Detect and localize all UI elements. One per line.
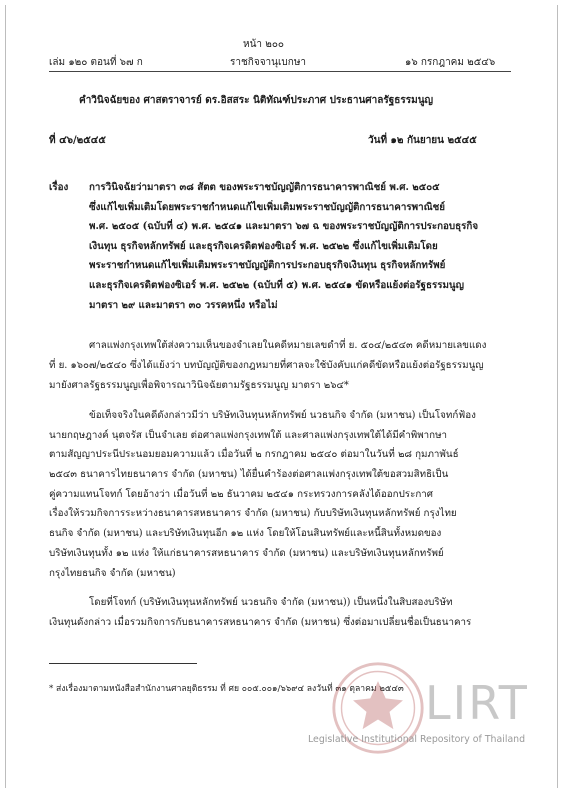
page-border (5, 5, 558, 788)
footnote-rule (49, 663, 197, 664)
subject-line: พระราชกำหนดแก้ไขเพิ่มเติมพระราชบัญญัติการประกอบธุรกิจเงินทุน ธุรกิจหลักทรัพย์ (89, 260, 446, 271)
page-number: หน้า ๒๐๐ (243, 39, 285, 50)
lirt-logo-text: LIRT (425, 676, 529, 730)
paragraph-line: คู่ความแทนโจทก์ โดยอ้างว่า เมื่อวันที่ ๒๒ ธันวาคม ๒๕๔๑ กระทรวงการคลังได้ออกประกาศ (49, 489, 433, 500)
gazette-name: ราชกิจจานุเบกษา (230, 57, 307, 68)
paragraph-line: เงินทุนดังกล่าว เมื่อรวมกิจการกับธนาคารสหธนาคาร จำกัด (มหาชน) ซึ่งต่อมาเปลี่ยนชื่อเป็นธนาคาร (49, 617, 472, 628)
paragraph-line: ข้อเท็จจริงในคดีดังกล่าวมีว่า บริษัทเงินทุนหลักทรัพย์ นวธนกิจ จำกัด (มหาชน) เป็นโจทก์ฟ้อง (89, 410, 476, 421)
footnote: * ส่งเรื่องมาตามหนังสือสำนักงานศาลยุติธรรม ที่ ศย ๐๐๕.๐๐๑/๖๖๙๔ ลงวันที่ ๓๑ ตุลาคม ๒๕๔๓ (49, 684, 404, 694)
gazette-date: ๑๖ กรกฎาคม ๒๕๔๖ (405, 57, 496, 68)
paragraph-line: ตามสัญญาประนีประนอมยอมความแล้ว เมื่อวันที่ ๒ กรกฎาคม ๒๕๔๐ ต่อมาในวันที่ ๒๘ กุมภาพันธ์ (49, 449, 459, 460)
paragraph-line: ธนกิจ จำกัด (มหาชน) และบริษัทเงินทุนอีก ๑๒ แห่ง โดยให้โอนสินทรัพย์และหนี้สินทั้งหมดของ (49, 528, 442, 539)
lirt-logo (425, 676, 529, 730)
paragraph-line: เรื่องให้รวมกิจการระหว่างธนาคารสหธนาคาร จำกัด (มหาชน) กับบริษัทเงินทุนหลักทรัพย์ กรุงไทย (49, 508, 457, 519)
subject-line: และธุรกิจเครดิตฟองซิเอร์ พ.ศ. ๒๕๒๒ (ฉบับที่ ๕) พ.ศ. ๒๕๔๑ ขัดหรือแย้งต่อรัฐธรรมนูญ (89, 280, 464, 291)
paragraph-line: นายกฤษฎางค์ นุตจรัส เป็นจำเลย ต่อศาลแพ่งกรุงเทพใต้ และศาลแพ่งกรุงเทพใต้ได้มีคำพิพากษา (49, 430, 448, 441)
case-number: ที่ ๔๖/๒๕๔๕ (49, 135, 106, 146)
subject-line: ซึ่งแก้ไขเพิ่มเติมโดยพระราชกำหนดแก้ไขเพิ่มเติมพระราชบัญญัติการธนาคารพาณิชย์ (89, 202, 446, 213)
subject-line: พ.ศ. ๒๕๐๕ (ฉบับที่ ๔) พ.ศ. ๒๕๔๑ และมาตรา ๖๗ ฉ ของพระราชบัญญัติการประกอบธุรกิจ (89, 221, 479, 232)
header-rule (49, 71, 511, 72)
subject-label: เรื่อง (49, 182, 69, 193)
decision-date: วันที่ ๑๒ กันยายน ๒๕๔๕ (368, 135, 477, 146)
lirt-subtitle: Legislative Institutional Repository of Thailand (308, 734, 526, 745)
subject-line: เงินทุน ธุรกิจหลักทรัพย์ และธุรกิจเครดิตฟองซิเอร์ พ.ศ. ๒๕๒๒ ซึ่งแก้ไขเพิ่มเติมโดย (89, 241, 438, 252)
volume-issue: เล่ม ๑๒๐ ตอนที่ ๖๗ ก (49, 57, 143, 68)
paragraph-line: กรุงไทยธนกิจ จำกัด (มหาชน) (49, 568, 176, 579)
paragraph-line: ศาลแพ่งกรุงเทพใต้ส่งความเห็นของจำเลยในคดีหมายเลขดำที่ ย. ๕๐๔/๒๕๔๓ คดีหมายเลขแดง (89, 340, 487, 351)
paragraph-line: ๒๕๔๓ ธนาคารไทยธนาคาร จำกัด (มหาชน) ได้ยื่นคำร้องต่อศาลแพ่งกรุงเทพใต้ขอสวมสิทธิเป็น (49, 469, 449, 480)
paragraph-line: บริษัทเงินทุนทั้ง ๑๒ แห่ง ให้แก่ธนาคารสหธนาคาร จำกัด (มหาชน) และบริษัทเงินทุนหลักทรัพย์ (49, 548, 444, 559)
paragraph-line: โดยที่โจทก์ (บริษัทเงินทุนหลักทรัพย์ นวธนกิจ จำกัด (มหาชน)) เป็นหนึ่งในสิบสองบริษัท (89, 597, 453, 608)
paragraph-line: ที่ ย. ๑๖๐๗/๒๕๔๐ ซึ่งได้แย้งว่า บทบัญญัติของกฎหมายที่ศาลจะใช้บังคับแก่คดีขัดหรือแย้งต่อรัฐธรรมนูญ (49, 360, 484, 371)
subject-line: การวินิจฉัยว่ามาตรา ๓๘ สัตต ของพระราชบัญญัติการธนาคารพาณิชย์ พ.ศ. ๒๕๐๕ (89, 182, 440, 193)
paragraph-line: มายังศาลรัฐธรรมนูญเพื่อพิจารณาวินิจฉัยตามรัฐธรรมนูญ มาตรา ๒๖๔* (49, 380, 349, 391)
document-title: คำวินิจฉัยของ ศาสตราจารย์ ดร.อิสสระ นิติทัณฑ์ประภาศ ประธานศาลรัฐธรรมนูญ (79, 95, 434, 106)
subject-line: มาตรา ๒๙ และมาตรา ๓๐ วรรคหนึ่ง หรือไม่ (89, 300, 278, 311)
